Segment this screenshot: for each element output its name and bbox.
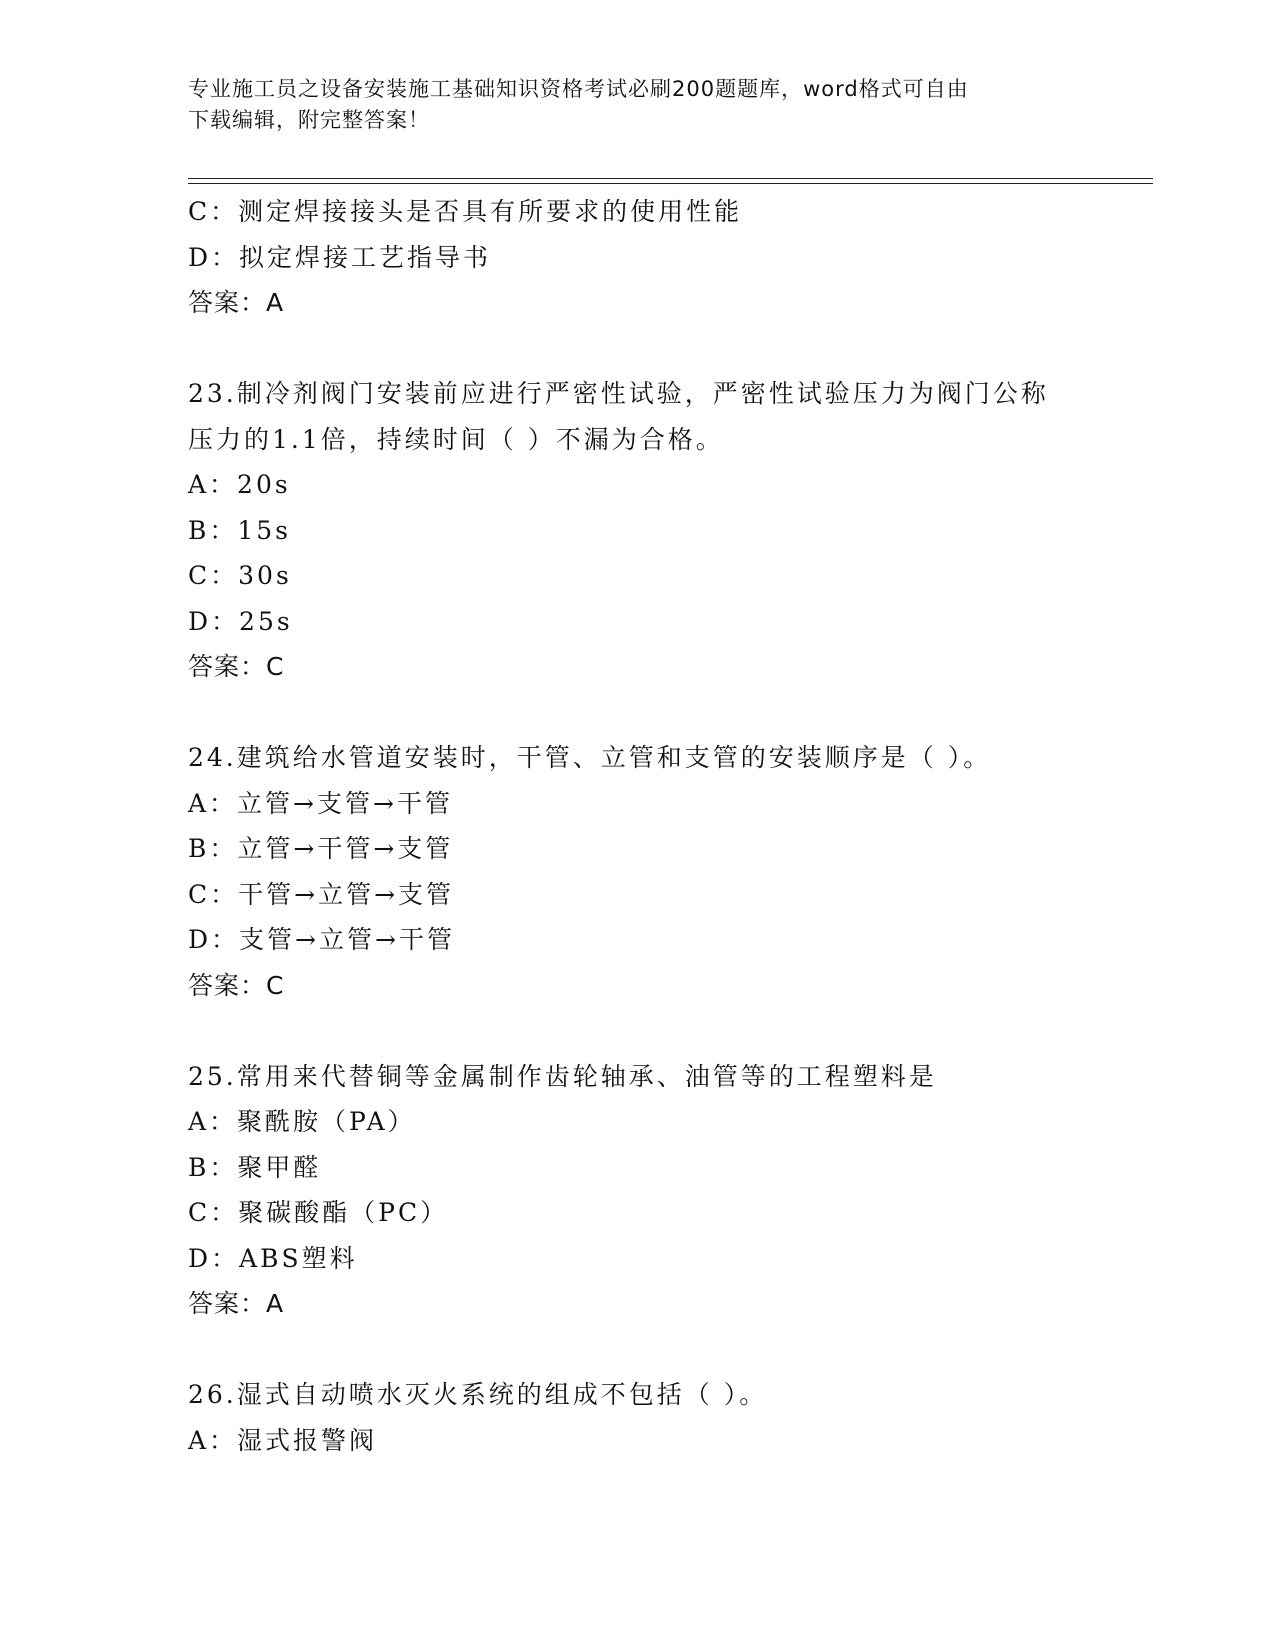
header-divider-top xyxy=(188,178,1153,179)
header-divider-bottom xyxy=(188,183,1153,184)
question-26 xyxy=(188,1372,1148,1463)
option-b: B：聚甲醛 xyxy=(188,1152,322,1182)
question-stem: 26.湿式自动喷水灭火系统的组成不包括（ ）。 xyxy=(188,1380,768,1409)
question-23 xyxy=(188,371,1148,690)
option-a: A：20s xyxy=(188,470,291,499)
header-title-line-1: 专业施工员之设备安装施工基础知识资格考试必刷200题题库，word格式可自由 xyxy=(188,77,969,101)
option-a: A：湿式报警阀 xyxy=(188,1425,378,1455)
option-c: C：30s xyxy=(188,561,292,590)
question-24 xyxy=(188,735,1148,1008)
header-title-line-2: 下载编辑，附完整答案！ xyxy=(188,108,430,132)
spacer xyxy=(188,326,1148,372)
option-b: B：15s xyxy=(188,515,292,545)
question-25 xyxy=(188,1054,1148,1327)
answer: 答案：C xyxy=(188,970,285,1000)
answer: 答案：A xyxy=(188,288,285,317)
option-c: C：测定焊接接头是否具有所要求的使用性能 xyxy=(188,197,743,226)
option-b: B：立管→干管→支管 xyxy=(188,834,454,863)
option-d: D：25s xyxy=(188,606,293,636)
option-c: C：聚碳酸酯（PC） xyxy=(188,1198,449,1227)
document-header xyxy=(188,74,1068,136)
question-stem-line-1: 23.制冷剂阀门安装前应进行严密性试验，严密性试验压力为阀门公称 xyxy=(188,379,1049,408)
option-a: A：立管→支管→干管 xyxy=(188,788,453,818)
option-d: D：拟定焊接工艺指导书 xyxy=(188,242,492,272)
option-d: D：ABS塑料 xyxy=(188,1243,358,1273)
question-stem: 25.常用来代替铜等金属制作齿轮轴承、油管等的工程塑料是 xyxy=(188,1061,937,1091)
spacer xyxy=(188,1008,1148,1054)
question-stem-line-2: 压力的1.1倍，持续时间（ ）不漏为合格。 xyxy=(188,424,724,454)
answer: 答案：A xyxy=(188,1289,285,1318)
question-list xyxy=(188,189,1148,1463)
option-d: D：支管→立管→干管 xyxy=(188,925,455,954)
question-22-tail xyxy=(188,189,1148,326)
question-stem: 24.建筑给水管道安装时，干管、立管和支管的安装顺序是（ ）。 xyxy=(188,743,992,772)
spacer xyxy=(188,690,1148,736)
option-a: A：聚酰胺（PA） xyxy=(188,1107,416,1136)
spacer xyxy=(188,1327,1148,1373)
option-c: C：干管→立管→支管 xyxy=(188,879,455,909)
answer: 答案：C xyxy=(188,652,285,681)
